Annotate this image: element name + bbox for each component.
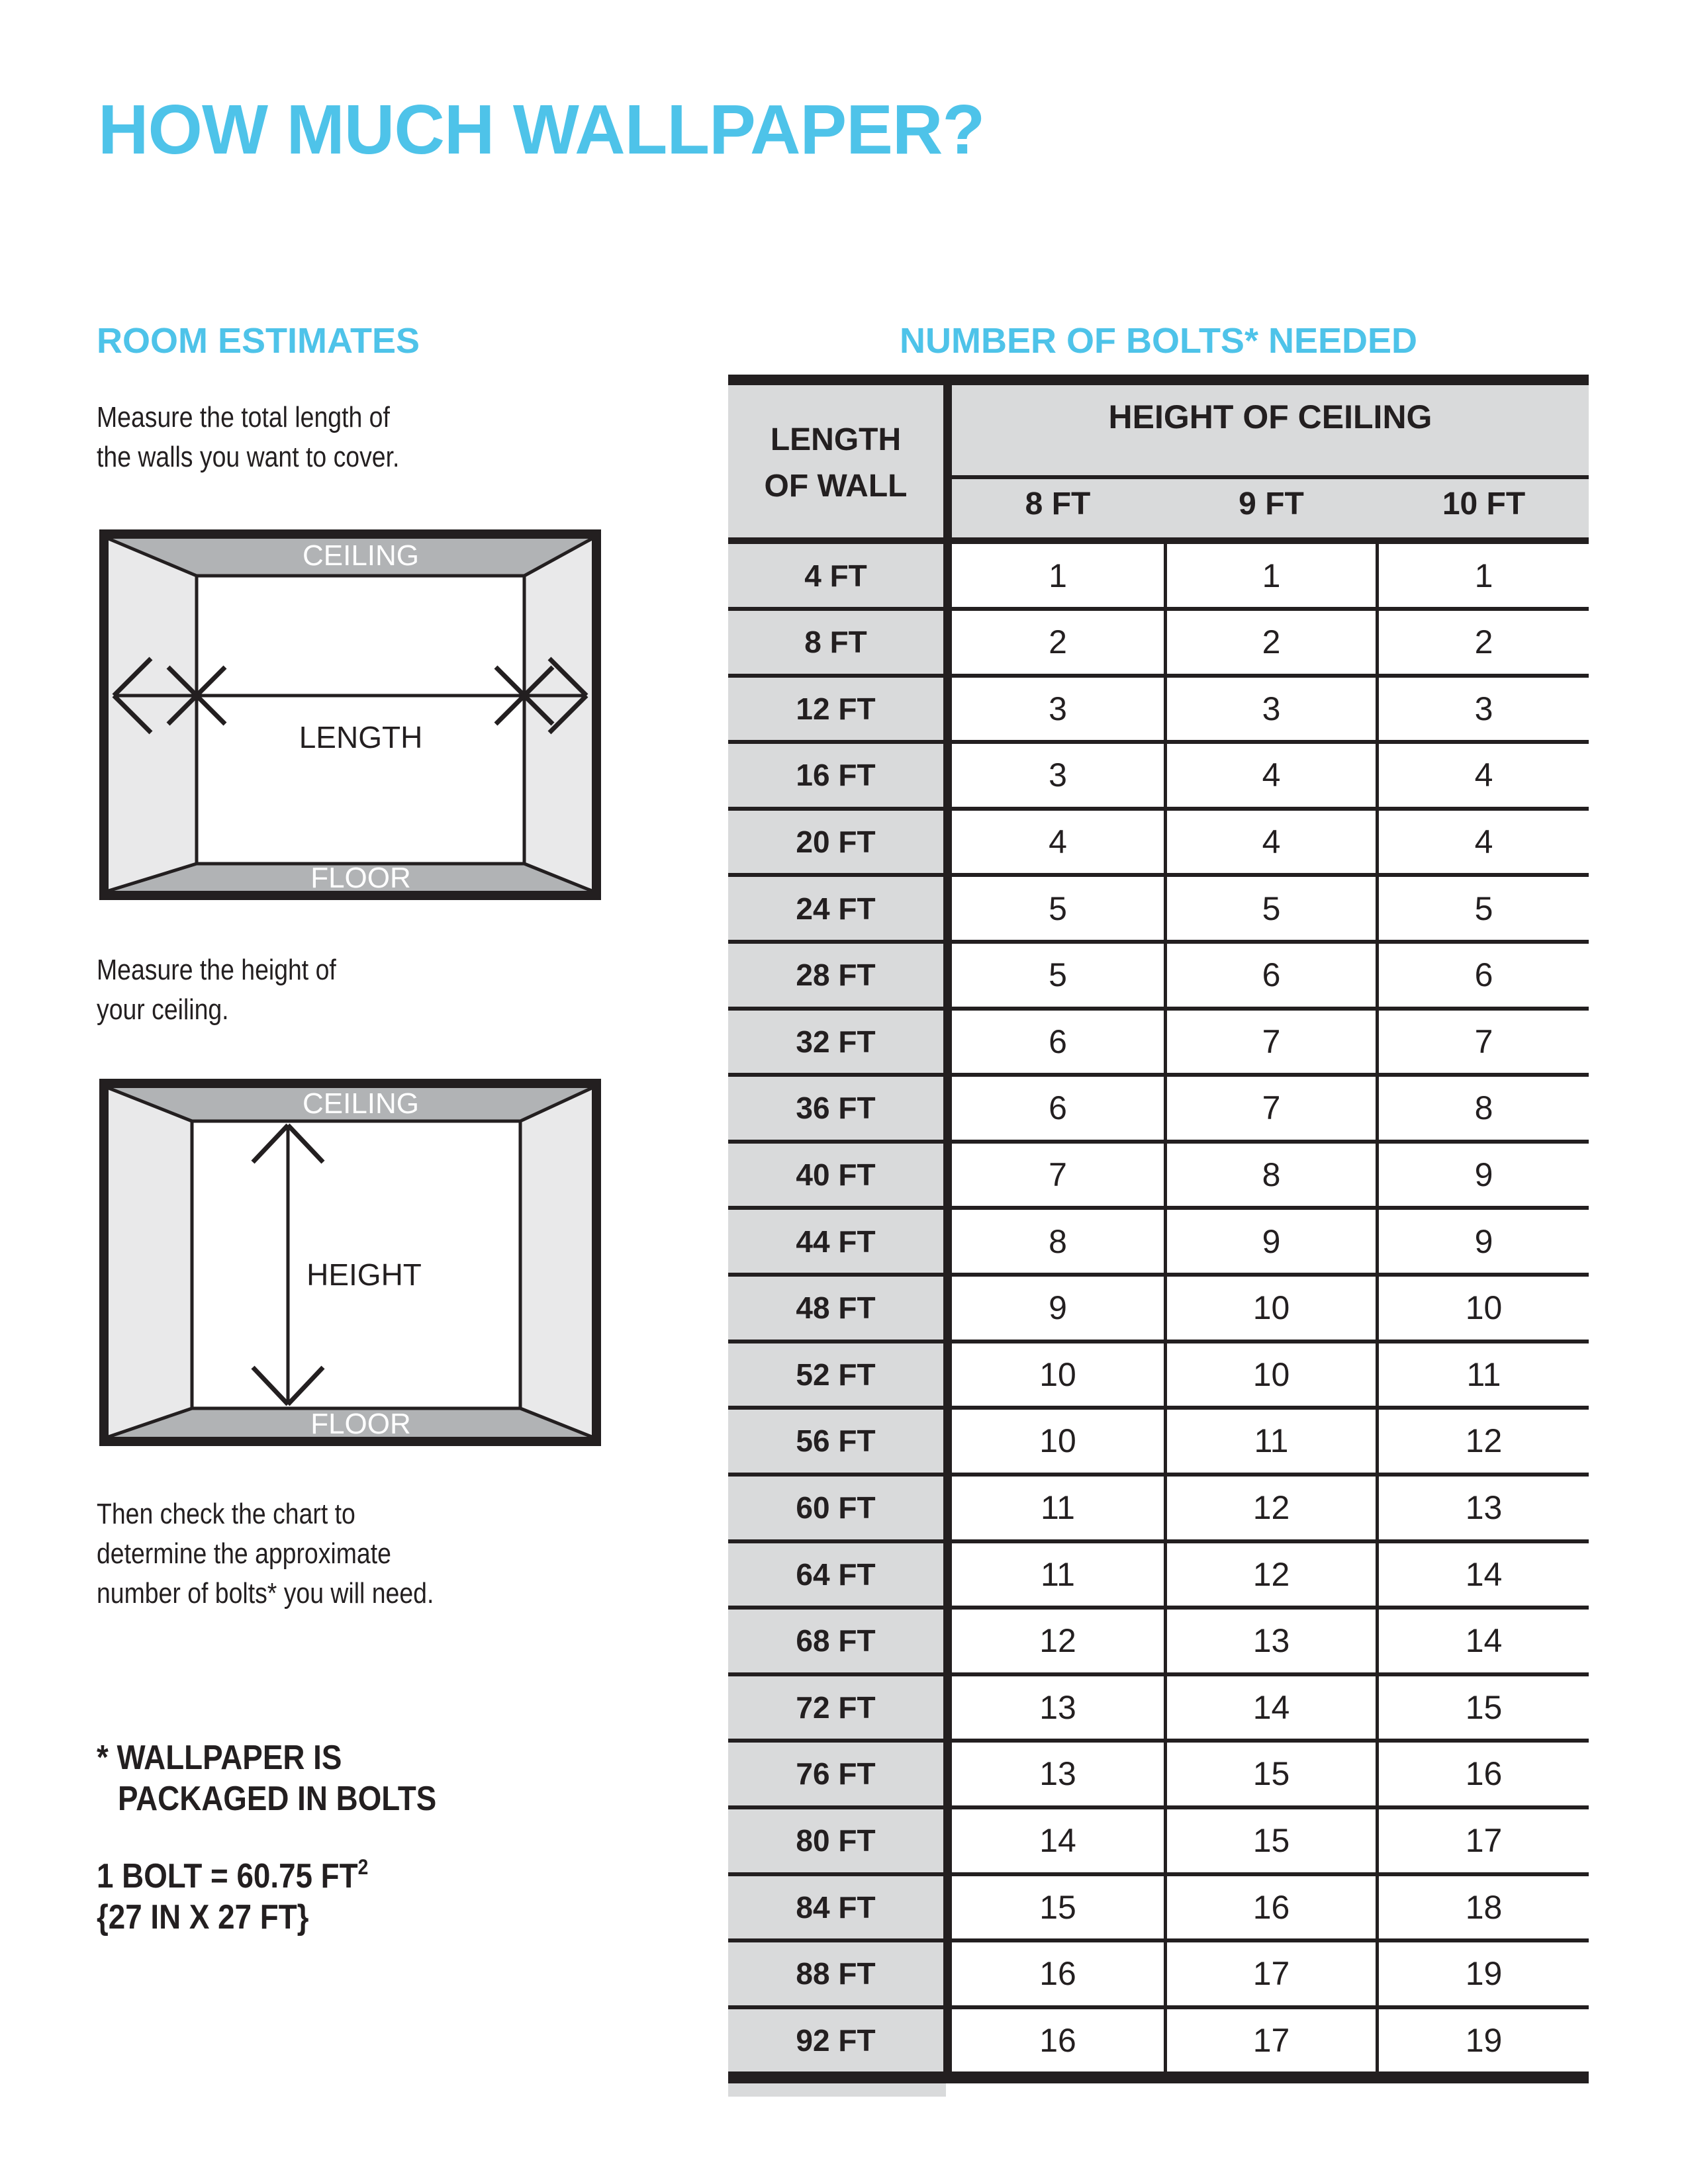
cell-value: 10: [1039, 1355, 1076, 1393]
cell-value: 15: [1039, 1888, 1076, 1926]
table-row: [728, 1876, 1589, 1942]
column-header-9ft: 9 FT: [1239, 486, 1304, 522]
cell-value: 19: [1465, 2021, 1503, 2059]
row-label: 48 FT: [796, 1291, 876, 1326]
cell-value: 3: [1262, 690, 1281, 727]
row-label: 4 FT: [804, 558, 867, 593]
cell-value: 6: [1262, 956, 1281, 994]
step3-line2: determine the approximate: [97, 1537, 391, 1570]
table-row: [728, 1077, 1589, 1144]
step1-text: [97, 398, 399, 477]
floor-label: FLOOR: [310, 862, 411, 894]
cell-value: 2: [1049, 623, 1067, 661]
cell-value: 9: [1262, 1222, 1281, 1260]
cell-value: 11: [1041, 1489, 1075, 1527]
cell-value: 4: [1262, 756, 1281, 794]
column-separator-1: [1164, 541, 1167, 2075]
bolts-needed-heading: NUMBER OF BOLTS* NEEDED: [899, 321, 1418, 361]
step2-text: [97, 950, 336, 1030]
step1-line2: the walls you want to cover.: [97, 441, 400, 473]
cell-value: 7: [1262, 1089, 1281, 1127]
cell-value: 9: [1474, 1222, 1493, 1260]
cell-value: 19: [1465, 1955, 1503, 1993]
cell-value: 14: [1465, 1622, 1503, 1660]
row-label: 36 FT: [796, 1091, 876, 1126]
row-label: 68 FT: [796, 1623, 876, 1659]
row-label: 56 FT: [796, 1424, 876, 1459]
cell-value: 14: [1465, 1555, 1503, 1593]
bolt-equation: [97, 1856, 368, 1901]
row-label: 12 FT: [796, 691, 876, 726]
cell-value: 17: [1465, 1822, 1503, 1860]
table-row: [728, 1010, 1589, 1077]
cell-value: 13: [1039, 1755, 1076, 1793]
cell-value: 15: [1465, 1688, 1503, 1726]
length-label: LENGTH: [299, 720, 423, 754]
cell-value: 8: [1474, 1089, 1493, 1127]
label-column-divider: [943, 385, 952, 2083]
cell-value: 6: [1049, 1023, 1067, 1060]
row-label: 44 FT: [796, 1224, 876, 1259]
left-wall: [109, 539, 197, 891]
step1-line1: Measure the total length of: [97, 401, 390, 433]
column-separator-2: [1376, 541, 1379, 2075]
cell-value: 6: [1049, 1089, 1067, 1127]
cell-value: 13: [1465, 1489, 1503, 1527]
row-label: 8 FT: [804, 625, 867, 660]
cell-value: 15: [1252, 1822, 1290, 1860]
cell-value: 16: [1039, 2021, 1076, 2059]
cell-value: 7: [1049, 1156, 1067, 1193]
cell-value: 3: [1049, 690, 1067, 727]
row-label: 24 FT: [796, 891, 876, 926]
table-row: [728, 1743, 1589, 1809]
column-header-8ft: 8 FT: [1025, 486, 1091, 522]
cell-value: 8: [1049, 1222, 1067, 1260]
cell-value: 3: [1049, 756, 1067, 794]
table-row: [728, 1543, 1589, 1610]
bolt-equation-text: 1 BOLT = 60.75 FT: [97, 1857, 358, 1895]
cell-value: 14: [1039, 1822, 1076, 1860]
step2-line2: your ceiling.: [97, 993, 229, 1026]
row-label: 72 FT: [796, 1690, 876, 1725]
footnote-line2: PACKAGED IN BOLTS: [118, 1780, 437, 1818]
row-label: 52 FT: [796, 1357, 876, 1392]
cell-value: 10: [1252, 1289, 1290, 1327]
cell-value: 1: [1474, 557, 1493, 594]
floor-label: FLOOR: [310, 1408, 411, 1440]
cell-value: 16: [1465, 1755, 1503, 1793]
cell-value: 10: [1465, 1289, 1503, 1327]
cell-value: 18: [1465, 1888, 1503, 1926]
ceiling-label: CEILING: [302, 539, 420, 572]
row-label: 80 FT: [796, 1823, 876, 1858]
table-row: [728, 1410, 1589, 1477]
table-row: [728, 810, 1589, 877]
bolt-equation-superscript: 2: [357, 1855, 369, 1879]
cell-value: 11: [1466, 1355, 1501, 1393]
table-row: [728, 1809, 1589, 1876]
cell-value: 1: [1262, 557, 1281, 594]
step3-line1: Then check the chart to: [97, 1498, 355, 1530]
row-label: 32 FT: [796, 1024, 876, 1059]
cell-value: 4: [1262, 823, 1281, 860]
cell-value: 16: [1039, 1955, 1076, 1993]
table-row: [728, 1343, 1589, 1410]
footnote-line1: * WALLPAPER IS: [97, 1739, 342, 1777]
cell-value: 16: [1252, 1888, 1290, 1926]
right-wall: [524, 539, 592, 891]
cell-value: 9: [1049, 1289, 1067, 1327]
cell-value: 4: [1474, 756, 1493, 794]
cell-value: 5: [1049, 889, 1067, 927]
cell-value: 7: [1262, 1023, 1281, 1060]
table-bottom-line: [728, 2075, 1589, 2083]
table-top-bar: [728, 375, 1589, 385]
cell-value: 4: [1474, 823, 1493, 860]
cell-value: 6: [1474, 956, 1493, 994]
left-wall: [109, 1088, 192, 1437]
row-label: 76 FT: [796, 1756, 876, 1792]
cell-value: 5: [1049, 956, 1067, 994]
row-label: 92 FT: [796, 2023, 876, 2058]
cell-value: 4: [1049, 823, 1067, 860]
table-row: [728, 1143, 1589, 1210]
row-label: 60 FT: [796, 1490, 876, 1525]
cell-value: 12: [1465, 1422, 1503, 1460]
cell-value: 1: [1049, 557, 1067, 594]
cell-value: 12: [1252, 1489, 1290, 1527]
row-label: 20 FT: [796, 824, 876, 859]
table-row: [728, 677, 1589, 744]
table-row: [728, 1210, 1589, 1277]
step3-text: [97, 1494, 434, 1614]
row-label: 40 FT: [796, 1157, 876, 1192]
row-label: 64 FT: [796, 1557, 876, 1592]
step2-line1: Measure the height of: [97, 954, 336, 986]
right-wall: [520, 1088, 592, 1437]
row-label: 84 FT: [796, 1889, 876, 1925]
height-label: HEIGHT: [306, 1257, 422, 1292]
ceiling-label: CEILING: [302, 1087, 420, 1120]
cell-value: 5: [1474, 889, 1493, 927]
table-row: [728, 744, 1589, 811]
table-row: [728, 1676, 1589, 1743]
cell-value: 10: [1039, 1422, 1076, 1460]
cell-value: 11: [1041, 1555, 1075, 1593]
column-header-10ft: 10 FT: [1442, 486, 1526, 522]
room-estimates-heading: ROOM ESTIMATES: [97, 321, 420, 361]
bolts-table: [728, 375, 1589, 2097]
table-row: [728, 877, 1589, 944]
row-header-line2: OF WALL: [764, 469, 908, 504]
row-header-line1: LENGTH: [770, 422, 902, 457]
cell-value: 12: [1039, 1622, 1076, 1660]
page-title: HOW MUCH WALLPAPER?: [98, 91, 985, 169]
table-row: [728, 944, 1589, 1011]
cell-value: 13: [1252, 1622, 1290, 1660]
row-header: [728, 417, 943, 510]
column-group-header: HEIGHT OF CEILING: [1108, 398, 1432, 435]
cell-value: 17: [1252, 2021, 1290, 2059]
step3-line3: number of bolts* you will need.: [97, 1577, 434, 1610]
table-row: [728, 1477, 1589, 1543]
table-row: [728, 1610, 1589, 1676]
cell-value: 2: [1262, 623, 1281, 661]
row-label: 16 FT: [796, 758, 876, 793]
cell-value: 8: [1262, 1156, 1281, 1193]
cell-value: 12: [1252, 1555, 1290, 1593]
row-label: 28 FT: [796, 958, 876, 993]
length-room-diagram: [99, 529, 601, 900]
header-bottom-line: [728, 537, 1589, 544]
height-room-diagram: [99, 1079, 601, 1446]
cell-value: 15: [1252, 1755, 1290, 1793]
table-row: [728, 2009, 1589, 2075]
bolt-dimensions: {27 IN X 27 FT}: [97, 1898, 309, 1936]
table-row: [728, 1942, 1589, 2009]
cell-value: 9: [1474, 1156, 1493, 1193]
cell-value: 11: [1254, 1422, 1289, 1460]
cell-value: 3: [1474, 690, 1493, 727]
cell-value: 2: [1474, 623, 1493, 661]
cell-value: 10: [1252, 1355, 1290, 1393]
table-row: [728, 611, 1589, 678]
column-group-underline: [952, 475, 1589, 479]
cell-value: 14: [1252, 1688, 1290, 1726]
row-label: 88 FT: [796, 1956, 876, 1991]
table-row: [728, 1277, 1589, 1343]
cell-value: 13: [1039, 1688, 1076, 1726]
cell-value: 7: [1474, 1023, 1493, 1060]
cell-value: 5: [1262, 889, 1281, 927]
cell-value: 17: [1252, 1955, 1290, 1993]
table-row: [728, 544, 1589, 611]
table-bottom-gray-tab: [728, 2083, 946, 2097]
